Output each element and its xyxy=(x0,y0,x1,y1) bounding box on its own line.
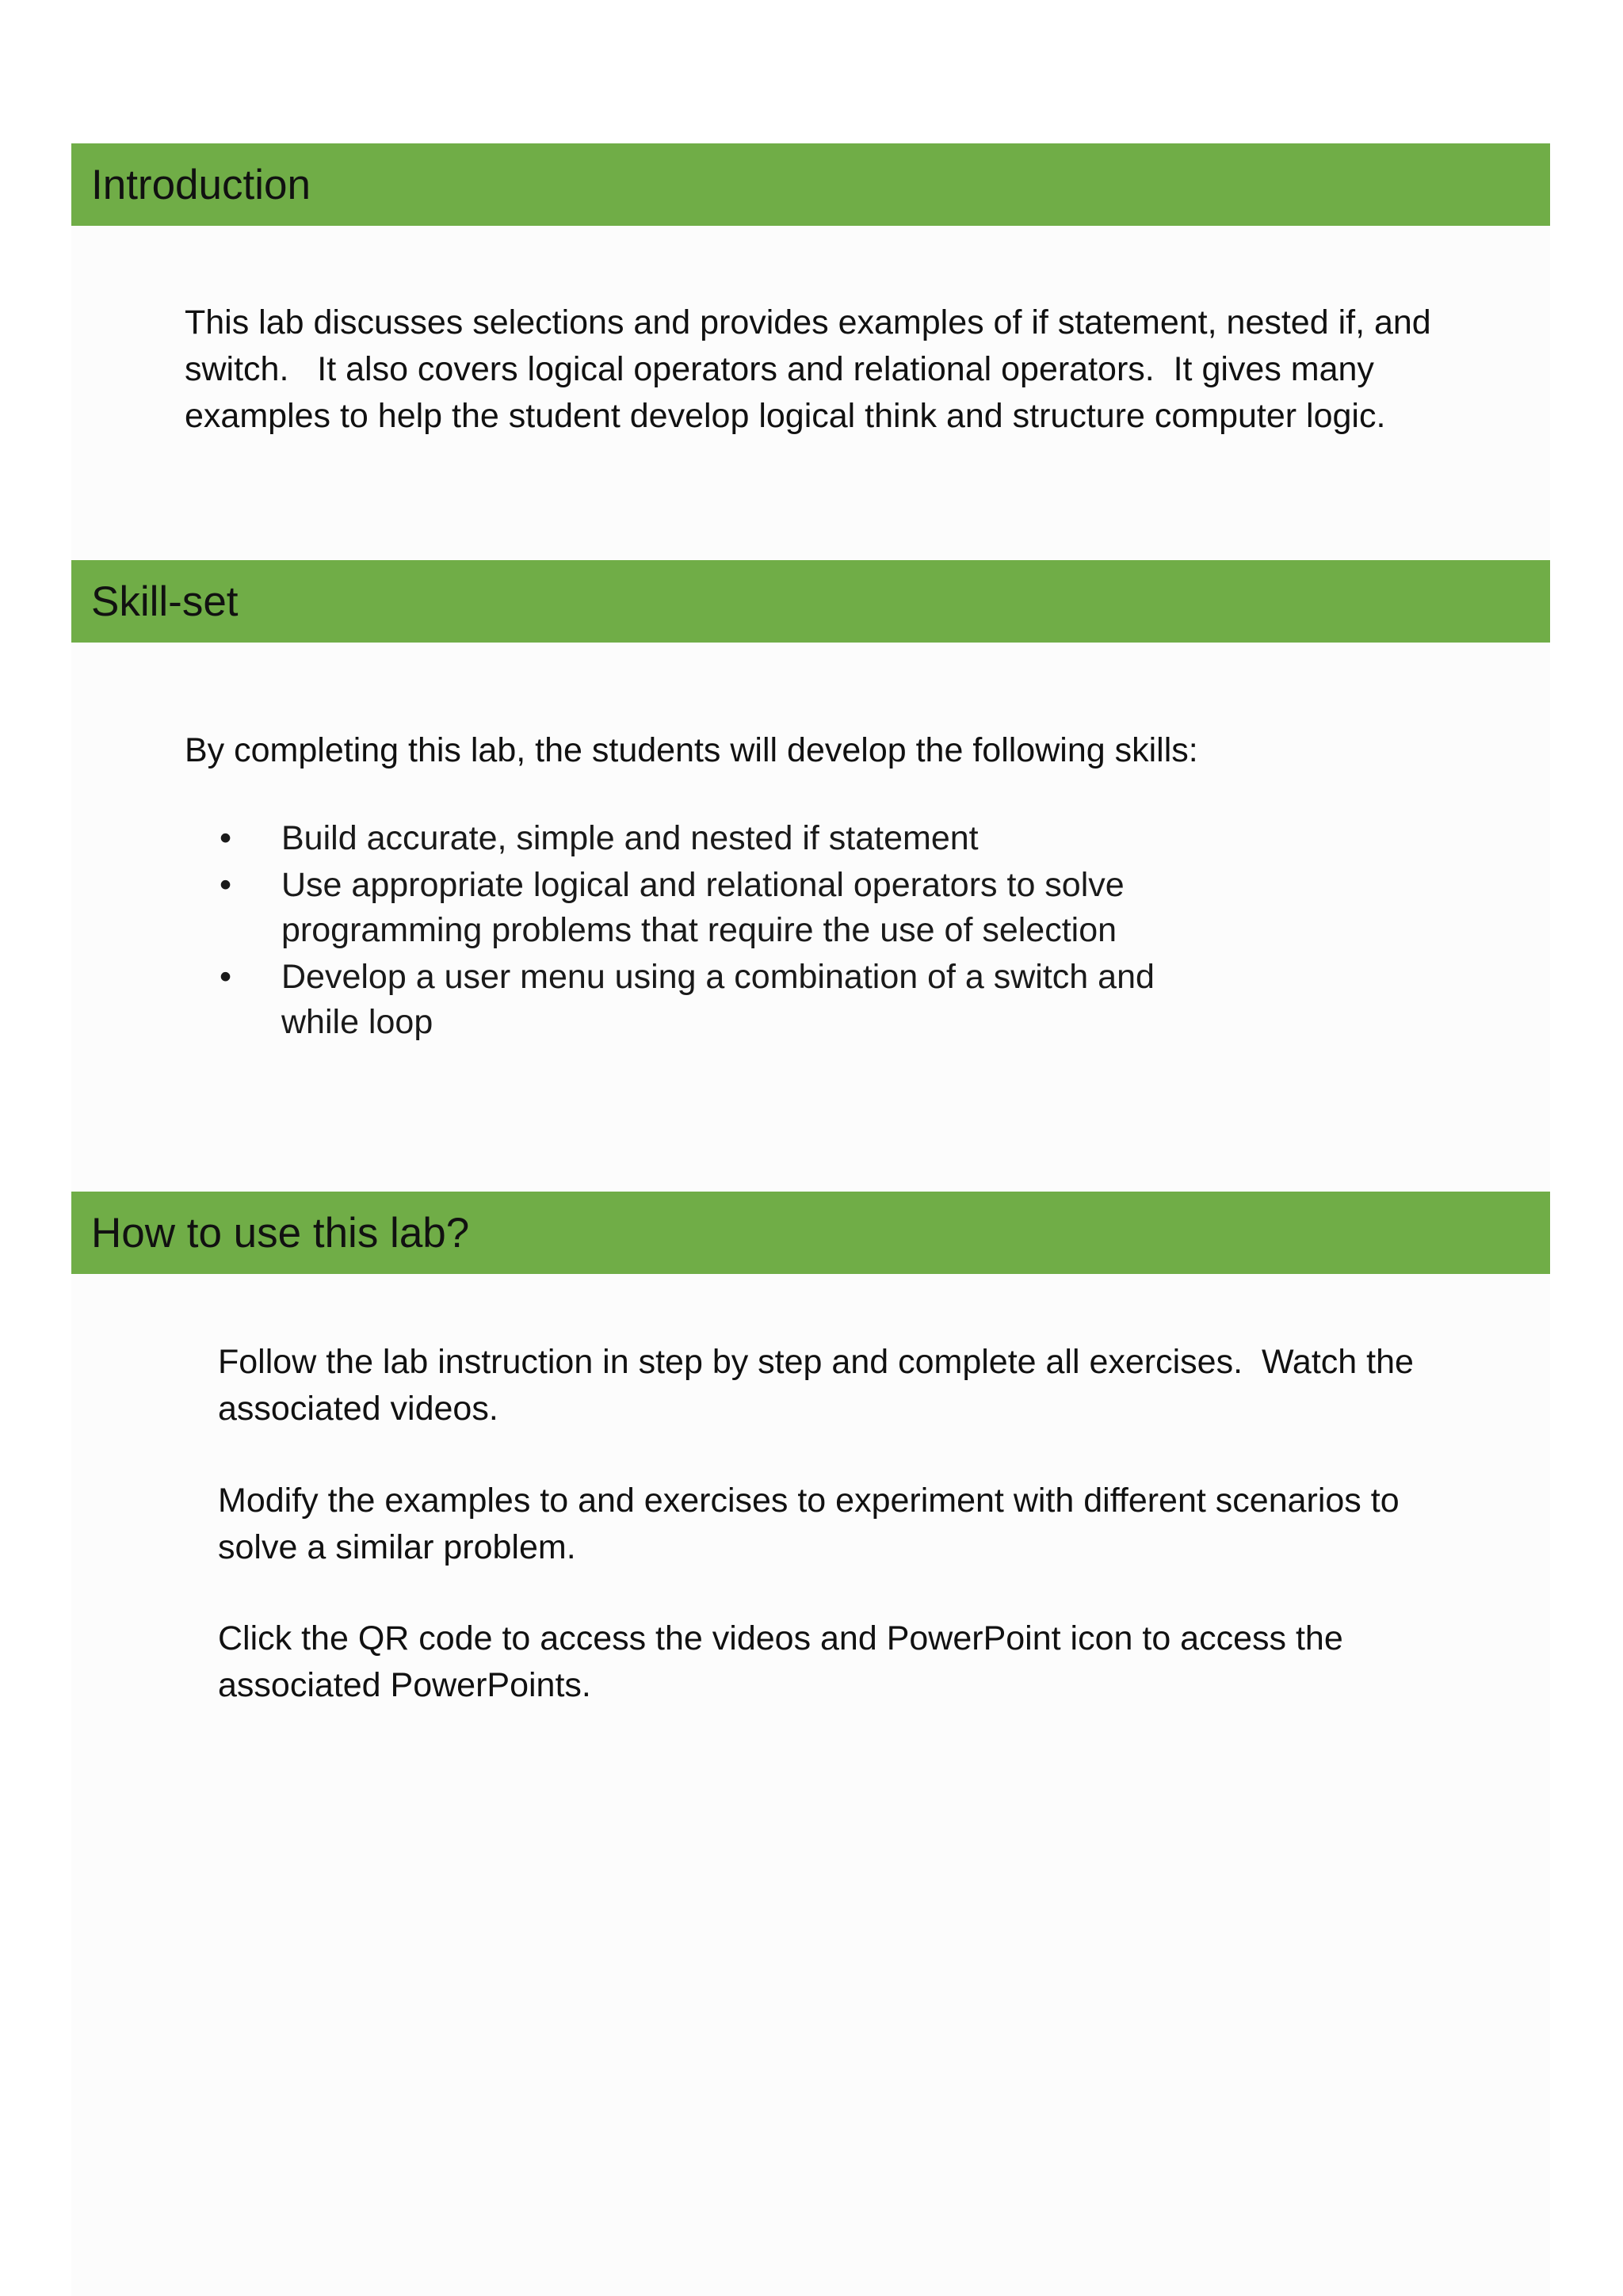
skills-list xyxy=(202,816,1232,1047)
section-banner-skillset xyxy=(71,560,1550,643)
introduction-paragraph: This lab discusses selections and provides examples of if statement, nested if, and switch. It also covers logical operators and relational operators. It gives many examples to help the student develop logical think and structure computer logic. xyxy=(185,303,1441,435)
section-heading-how-to-use: How to use this lab? xyxy=(91,1209,470,1257)
bullet-icon: • xyxy=(220,958,232,996)
how-to-use-paragraph-1: Follow the lab instruction in step by step and complete all exercises. Watch the associated videos. xyxy=(218,1343,1423,1428)
section-heading-introduction: Introduction xyxy=(91,161,311,208)
skill-text: Develop a user menu using a combination of a switch and while loop xyxy=(281,958,1155,1041)
bullet-icon: • xyxy=(220,819,232,857)
skillset-intro: By completing this lab, the students will develop the following skills: xyxy=(185,731,1198,769)
section-banner-introduction xyxy=(71,143,1550,226)
list-item xyxy=(202,863,1193,953)
section-banner-how-to-use xyxy=(71,1192,1550,1274)
section-heading-skillset: Skill-set xyxy=(91,578,239,625)
skill-text: Build accurate, simple and nested if statement xyxy=(281,819,979,857)
list-item xyxy=(202,816,1232,861)
how-to-use-paragraph-3: Click the QR code to access the videos and PowerPoint icon to access the associated PowerPoints. xyxy=(218,1619,1353,1704)
how-to-use-paragraph-2: Modify the examples to and exercises to experiment with different scenarios to solve a similar problem. xyxy=(218,1482,1409,1566)
bullet-icon: • xyxy=(220,866,232,904)
skill-text: Use appropriate logical and relational operators to solve programming problems that require the use of selection xyxy=(281,866,1125,949)
list-item xyxy=(202,955,1209,1045)
